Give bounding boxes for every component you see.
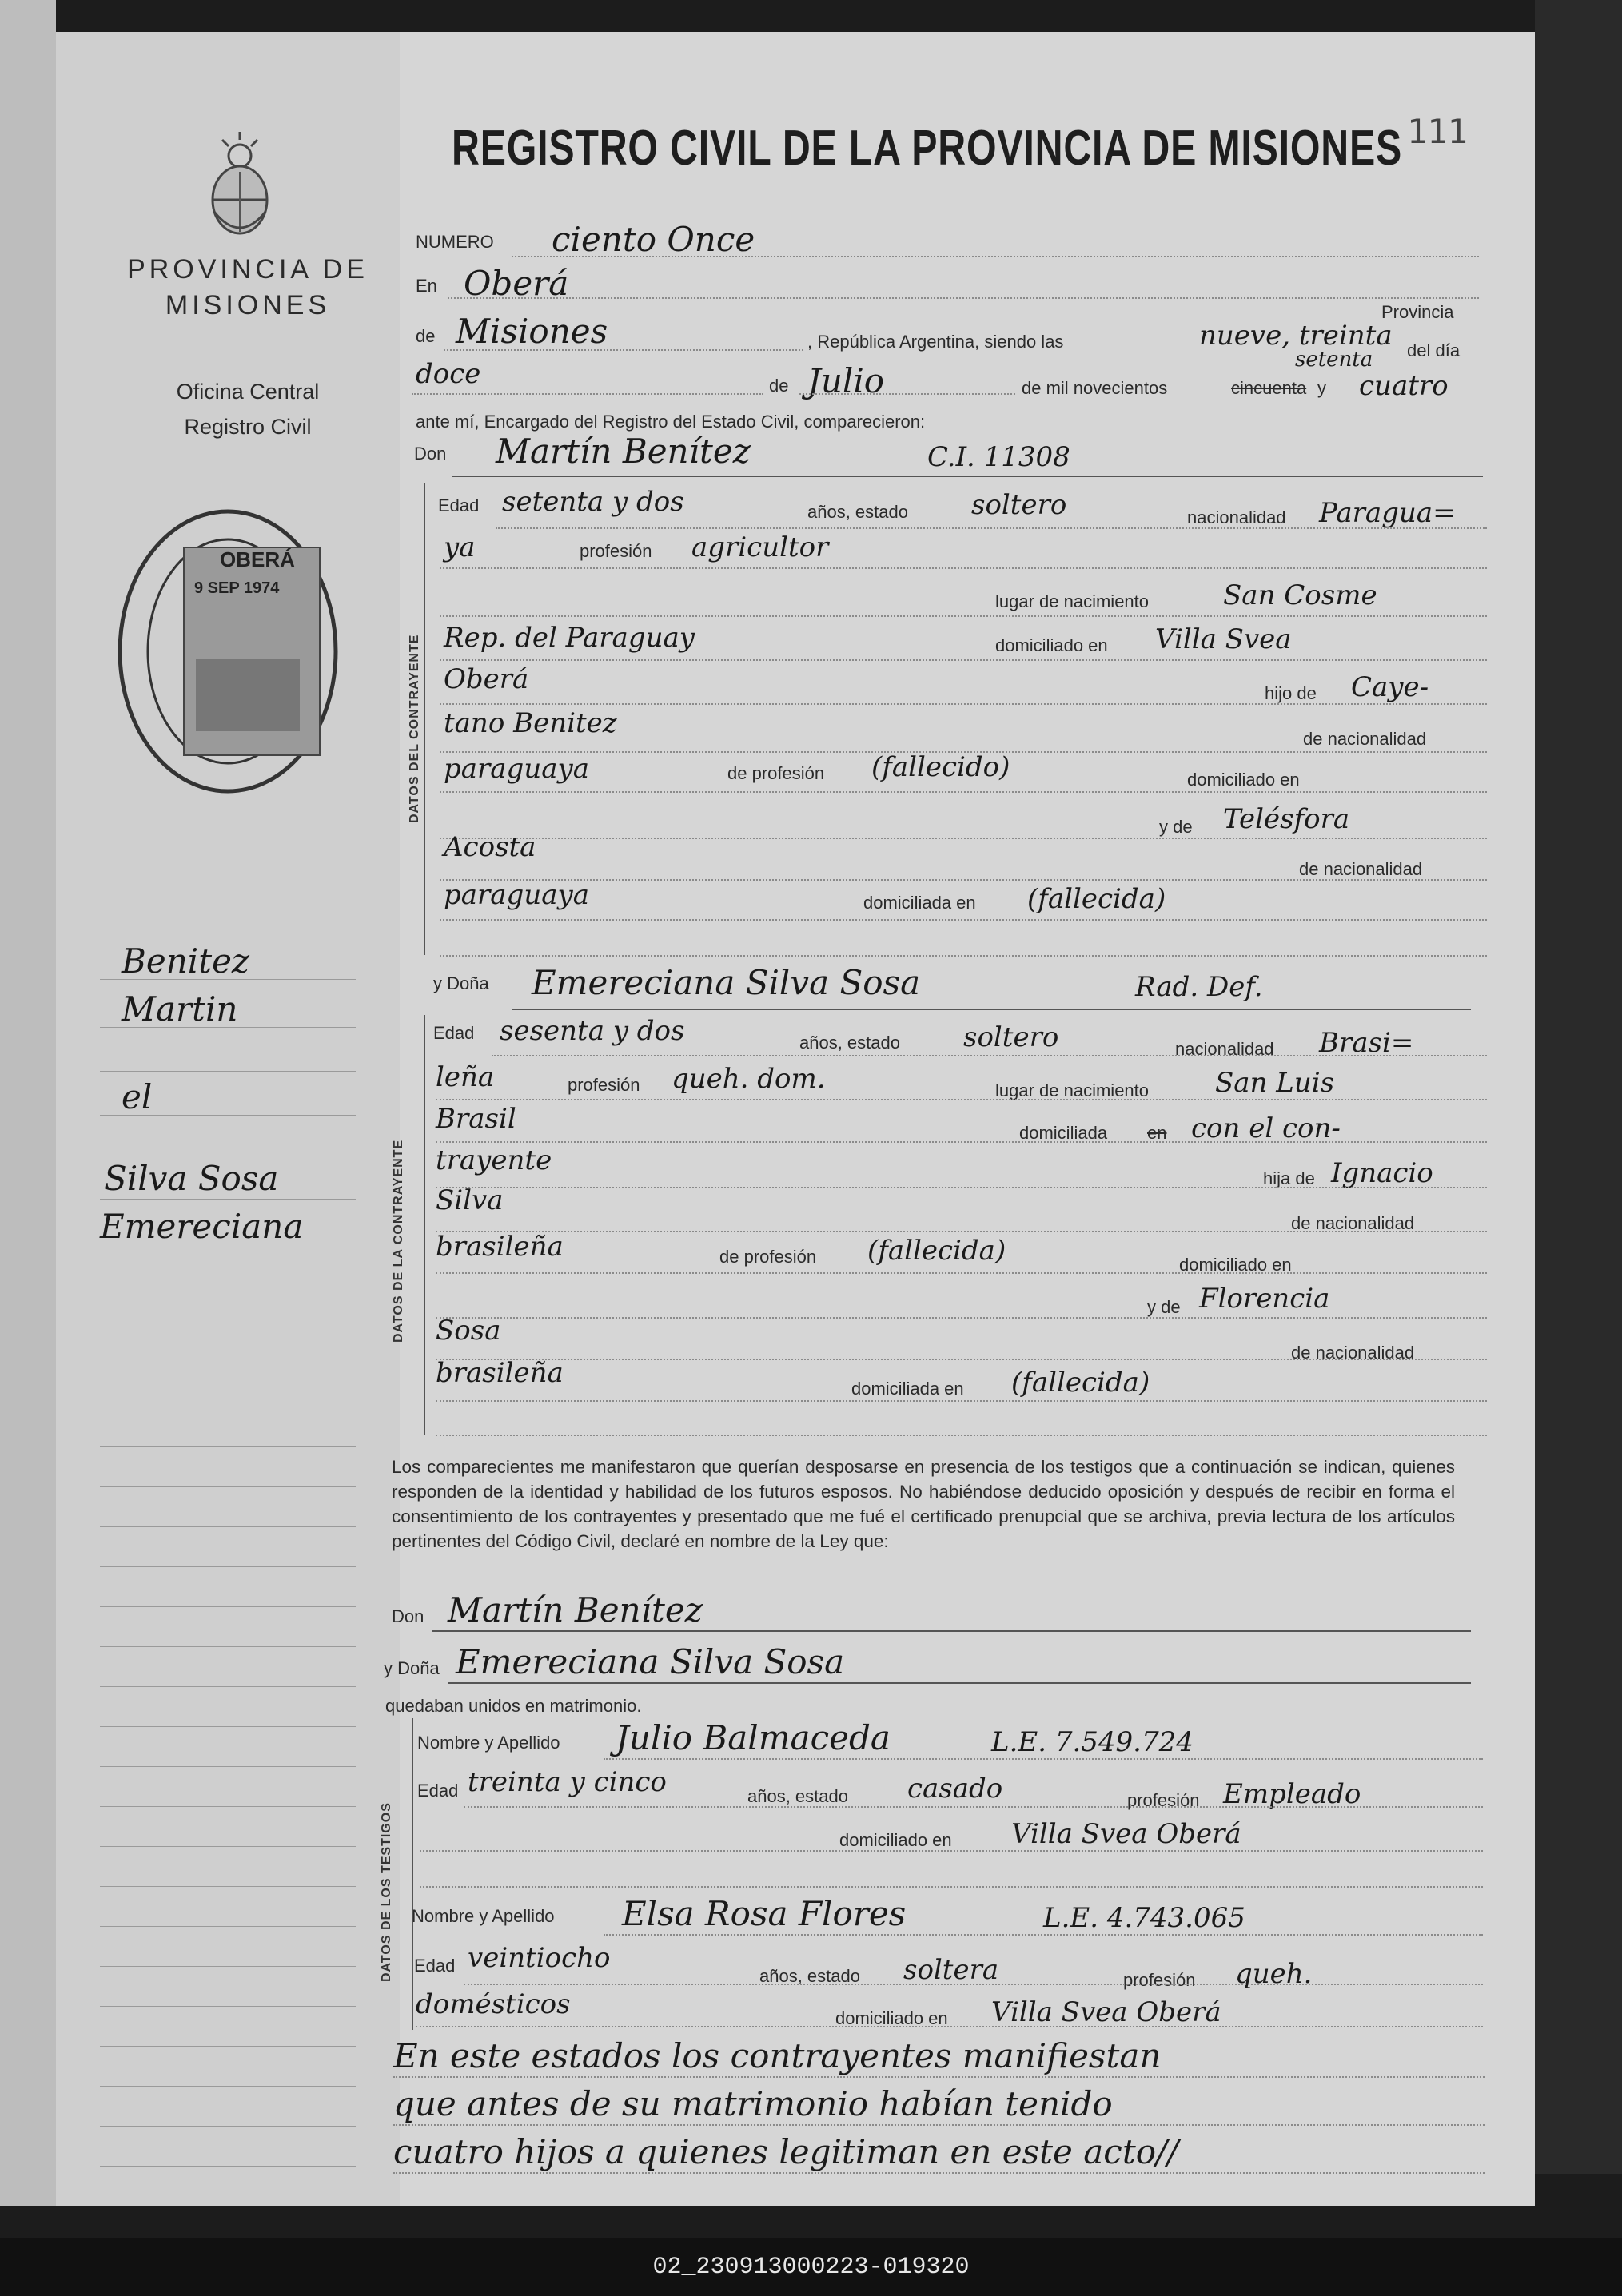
t1-doc: L.E. 7.549.724 <box>991 1726 1194 1758</box>
contrayente-domicilio-a: Villa Svea <box>1155 623 1292 655</box>
contrayente-nac-a: Paragua= <box>1319 497 1456 529</box>
contrayente-name: Martín Benítez <box>496 432 751 471</box>
domiciliado-label: domiciliado en <box>995 635 1108 655</box>
en-label: En <box>416 276 437 296</box>
contrayente-padre-nac: paraguaya <box>444 753 589 785</box>
t2-estado-label: años, estado <box>759 1966 860 1986</box>
madre-dom-label: domiciliada en <box>863 893 976 913</box>
t2-edad: veintiocho <box>468 1942 611 1974</box>
t2-profesion-label: profesión <box>1123 1970 1196 1990</box>
madre-dom-label-2: domiciliada en <box>851 1379 964 1399</box>
de-label: de <box>416 326 436 346</box>
t2-estado: soltera <box>903 1954 999 1986</box>
ante-text: ante mí, Encargado del Registro del Estado Civil, comparecieron: <box>416 412 926 432</box>
closing-note-line-1: En este estados los contrayentes manifiestan <box>393 2036 1162 2075</box>
lugar-label: lugar de nacimiento <box>995 591 1150 611</box>
contrayenta-domicilio-b: trayente <box>436 1144 552 1176</box>
padre-dom-label-2: domiciliado en <box>1179 1255 1292 1275</box>
declaration-paragraph: Los comparecientes me manifestaron que querían desposarse en presencia de los testigos que a continuación se indican, quienes responden de la identidad y habilidad de los futuros esposos. No habiéndose deducido oposición y después de recibir en forma el consentimiento de los contrayentes y presentado que me fué el certificado prenupcial que se archiva, previa lectura de los artículos pertinentes del Código Civil, declaré en nombre de la Ley que: <box>392 1457 1455 1551</box>
anio-insert: setenta <box>1295 348 1373 372</box>
testigos-section-label: DATOS DE LOS TESTIGOS <box>380 1802 393 1982</box>
contrayenta-bracket <box>424 1015 425 1435</box>
contrayente-padre-prof: (fallecido) <box>871 751 1010 783</box>
provincia-label: Provincia <box>1381 302 1454 322</box>
hijo-label: hijo de <box>1265 683 1317 703</box>
del-dia-label: del día <box>1407 340 1461 360</box>
contrayenta-padre-a: Ignacio <box>1331 1157 1433 1189</box>
mes-value: Julio <box>807 361 885 400</box>
hora-value: nueve, treinta <box>1199 320 1393 352</box>
t2-profesion-b: domésticos <box>416 1988 571 2020</box>
margin-note-3: el <box>122 1077 153 1116</box>
provincia-value: Misiones <box>456 312 608 351</box>
lugar-label-2: lugar de nacimiento <box>995 1080 1150 1100</box>
previous-page-edge <box>0 0 56 2206</box>
closing-note-line-2: que antes de su matrimonio habían tenido <box>393 2084 1113 2123</box>
t2-dom-label: domiciliado en <box>835 2008 948 2028</box>
contrayente-edad: setenta y dos <box>502 486 684 518</box>
cincuenta-struck: cincuenta <box>1231 378 1307 398</box>
t1-profesion: Empleado <box>1223 1778 1361 1810</box>
padre-dom-label: domiciliado en <box>1187 770 1300 790</box>
contrayenta-name: Emereciana Silva Sosa <box>532 963 921 1002</box>
contrayente-madre-b: Acosta <box>444 831 536 863</box>
de-profesion-label-2: de profesión <box>719 1247 817 1267</box>
province-heading: PROVINCIA DE MISIONES <box>127 254 369 320</box>
t2-edad-label: Edad <box>414 1956 456 1976</box>
profesion-label-2: profesión <box>568 1075 640 1095</box>
de-profesion-label: de profesión <box>727 763 825 783</box>
left-margin-column <box>56 32 401 2206</box>
y-de-label-2: y de <box>1147 1297 1181 1317</box>
anio-value: cuatro <box>1359 370 1449 402</box>
contrayenta-padre-prof: (fallecida) <box>867 1235 1006 1267</box>
contrayente-estado: soltero <box>971 489 1067 521</box>
contrayente-domicilio-b: Oberá <box>444 663 529 695</box>
office-label: Oficina Central Registro Civil <box>176 380 320 439</box>
madre-nac-label-2: de nacionalidad <box>1291 1343 1415 1363</box>
contrayenta-extra: Rad. Def. <box>1135 971 1263 1003</box>
t1-estado-label: años, estado <box>747 1786 848 1806</box>
contrayenta-lugar-b: Brasil <box>436 1103 516 1135</box>
registry-stamp <box>108 499 348 807</box>
contrayente-profesion: agricultor <box>691 531 829 563</box>
decl-don-label: Don <box>392 1606 424 1626</box>
t2-profesion: queh. <box>1235 1958 1313 1990</box>
contrayente-padre-b: tano Benitez <box>444 707 617 739</box>
margin-note-4: Silva Sosa <box>104 1159 279 1198</box>
dia-value: doce <box>416 358 481 390</box>
decl-dona-label: y Doña <box>384 1658 440 1678</box>
contrayenta-lugar-a: San Luis <box>1215 1067 1335 1099</box>
de-nacionalidad-label: de nacionalidad <box>1303 729 1427 749</box>
numero-value: ciento Once <box>552 220 755 259</box>
estado-label: años, estado <box>807 502 908 522</box>
nacionalidad-label-2: nacionalidad <box>1175 1039 1274 1059</box>
en-struck: en <box>1147 1123 1167 1143</box>
estado-label-2: años, estado <box>799 1033 900 1052</box>
closing-note-line-3: cuatro hijos a quienes legitiman en este acto// <box>393 2132 1179 2171</box>
numero-label: NUMERO <box>416 232 494 252</box>
t2-nombre: Elsa Rosa Flores <box>622 1894 907 1933</box>
contrayente-madre-dom: (fallecida) <box>1027 883 1166 915</box>
contrayente-lugar-a: San Cosme <box>1223 579 1377 611</box>
t1-nombre-label: Nombre y Apellido <box>417 1733 560 1753</box>
contrayenta-madre-a: Florencia <box>1199 1283 1330 1315</box>
t1-estado: casado <box>907 1773 1003 1805</box>
contrayente-bracket <box>424 483 425 955</box>
decl-don-value: Martín Benítez <box>448 1590 703 1629</box>
dona-label: y Doña <box>433 973 489 993</box>
domiciliada-label: domiciliada <box>1019 1123 1108 1143</box>
y-label: y <box>1317 378 1326 398</box>
madre-nac-label: de nacionalidad <box>1299 859 1423 879</box>
de-nacionalidad-label-2: de nacionalidad <box>1291 1213 1415 1233</box>
t2-nombre-label: Nombre y Apellido <box>412 1906 555 1926</box>
y-de-label: y de <box>1159 817 1193 837</box>
contrayente-section-label: DATOS DEL CONTRAYENTE <box>408 634 421 823</box>
margin-note-5: Emereciana <box>100 1207 304 1246</box>
contrayenta-domicilio-a: con el con- <box>1191 1112 1341 1144</box>
t1-nombre: Julio Balmaceda <box>616 1718 891 1757</box>
contrayente-madre-nac: paraguaya <box>444 879 589 911</box>
edad-label: Edad <box>438 495 480 515</box>
contrayente-doc: C.I. 11308 <box>927 441 1070 473</box>
t1-profesion-label: profesión <box>1127 1790 1200 1810</box>
quedaban-text: quedaban unidos en matrimonio. <box>385 1696 642 1716</box>
edad-label-2: Edad <box>433 1023 475 1043</box>
contrayenta-nac-b: leña <box>436 1061 495 1093</box>
contrayenta-edad: sesenta y dos <box>500 1015 685 1047</box>
en-value: Oberá <box>464 264 569 303</box>
testigos-bracket <box>412 1718 413 2030</box>
contrayenta-madre-b: Sosa <box>436 1315 501 1347</box>
anio-label: de mil novecientos <box>1022 378 1168 398</box>
contrayenta-madre-dom: (fallecida) <box>1011 1367 1150 1399</box>
t2-dom: Villa Svea Oberá <box>991 1996 1221 2028</box>
coat-of-arms-icon <box>200 124 280 244</box>
stamp-center-text: OBERÁ <box>220 547 295 571</box>
don-label: Don <box>414 444 447 464</box>
decl-dona-value: Emereciana Silva Sosa <box>456 1642 845 1681</box>
margin-note-1: Benitez <box>122 941 250 981</box>
profesion-label: profesión <box>580 541 652 561</box>
page-number: 111 <box>1407 112 1468 151</box>
de-label-2: de <box>769 376 789 396</box>
contrayenta-section-label: DATOS DE LA CONTRAYENTE <box>392 1139 405 1343</box>
margin-note-2: Martin <box>122 989 238 1029</box>
t1-edad-label: Edad <box>417 1781 459 1801</box>
contrayente-lugar-b: Rep. del Paraguay <box>444 622 695 654</box>
stamp-date: 9 SEP 1974 <box>194 579 280 597</box>
t1-edad: treinta y cinco <box>468 1766 667 1798</box>
nacionalidad-label: nacionalidad <box>1187 507 1286 527</box>
hija-label: hija de <box>1263 1168 1315 1188</box>
contrayente-nac-b: ya <box>444 531 476 563</box>
page-title: REGISTRO CIVIL DE LA PROVINCIA DE MISIONES <box>452 121 1403 176</box>
contrayenta-profesion: queh. dom. <box>672 1063 826 1095</box>
contrayenta-madre-nac: brasileña <box>436 1357 564 1389</box>
contrayenta-padre-b: Silva <box>436 1184 504 1216</box>
contrayente-madre-a: Telésfora <box>1223 803 1350 835</box>
book-cover-edge <box>1535 0 1622 2174</box>
contrayenta-nac-a: Brasi= <box>1319 1027 1414 1059</box>
contrayente-padre-a: Caye- <box>1351 671 1429 703</box>
t1-dom: Villa Svea Oberá <box>1011 1818 1241 1850</box>
republica-text: , República Argentina, siendo las <box>807 332 1064 352</box>
contrayenta-estado: soltero <box>963 1021 1059 1053</box>
t2-doc: L.E. 4.743.065 <box>1043 1902 1245 1934</box>
contrayenta-padre-nac: brasileña <box>436 1231 564 1263</box>
t1-dom-label: domiciliado en <box>839 1830 952 1850</box>
image-identifier: 02_230913000223-019320 <box>652 2254 970 2281</box>
